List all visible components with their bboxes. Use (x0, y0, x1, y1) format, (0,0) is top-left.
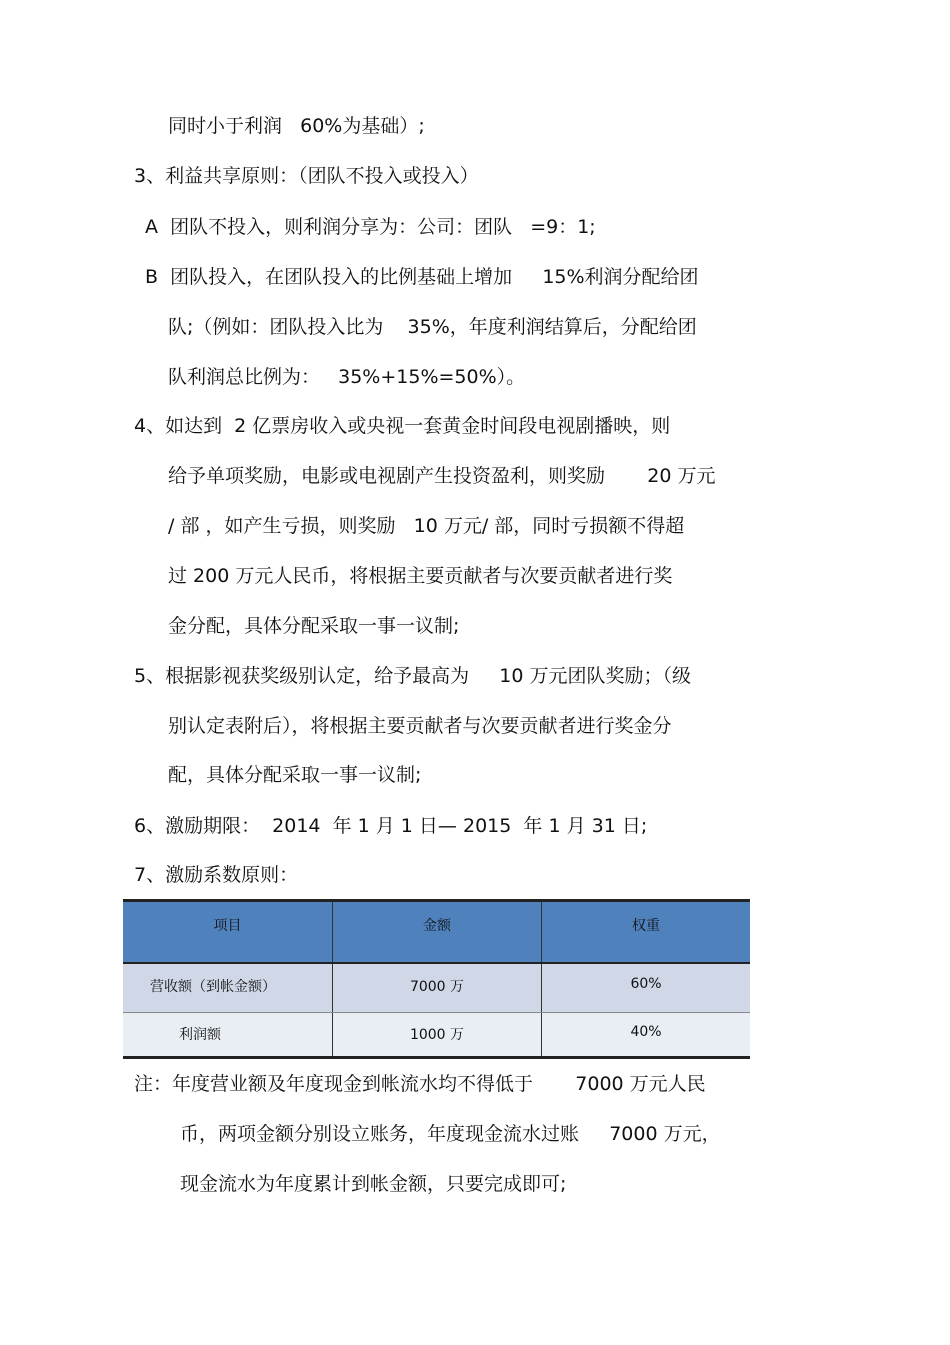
incentive-coefficient-table (123, 899, 750, 1059)
text-line-12: 5、根据影视获奖级别认定，给予最高为 10 万元团队奖励；（级 (134, 665, 692, 687)
text-line-4: B 团队投入，在团队投入的比例基础上增加 15%利润分配给团 (145, 266, 699, 288)
table-cell: 7000 万 (333, 964, 542, 1012)
text-line-8: 给予单项奖励，电影或电视剧产生投资盈利，则奖励 20 万元 (168, 465, 716, 487)
text-line-5: 队;（例如：团队投入比为 35%，年度利润结算后，分配给团 (168, 316, 697, 338)
note-line-2: 币，两项金额分别设立账务，年度现金流水过账 7000 万元， (180, 1123, 721, 1145)
text-line-14: 配，具体分配采取一事一议制; (168, 764, 422, 786)
text-line-11: 金分配，具体分配采取一事一议制; (168, 615, 460, 637)
table-header-cell: 金额 (333, 902, 542, 962)
table-cell: 1000 万 (333, 1013, 542, 1056)
text-line-3: A 团队不投入，则利润分享为：公司：团队 =9：1; (145, 216, 596, 238)
table-header-cell: 项目 (123, 902, 333, 962)
table-cell: 营收额（到帐金额） (123, 964, 333, 1012)
text-line-2: 3、利益共享原则：（团队不投入或投入） (134, 165, 479, 187)
table-row (123, 1013, 750, 1056)
table-cell: 60% (630, 976, 662, 992)
text-line-10: 过 200 万元人民币，将根据主要贡献者与次要贡献者进行奖 (168, 565, 673, 587)
text-line-6: 队利润总比例为： 35%+15%=50%）。 (168, 366, 526, 388)
text-line-1: 同时小于利润 60%为基础）; (168, 115, 425, 137)
note-line-3: 现金流水为年度累计到帐金额，只要完成即可; (180, 1173, 567, 1195)
text-line-15: 6、激励期限： 2014 年 1 月 1 日— 2015 年 1 月 31 日; (134, 815, 648, 837)
table-header-cell: 权重 (632, 918, 660, 934)
table-cell: 利润额 (123, 1013, 333, 1056)
note-line-1: 注：年度营业额及年度现金到帐流水均不得低于 7000 万元人民 (134, 1073, 706, 1095)
table-cell: 40% (630, 1024, 662, 1040)
table-header-row (123, 902, 750, 964)
text-line-16: 7、激励系数原则： (134, 864, 299, 886)
table-row (123, 964, 750, 1013)
text-line-7: 4、如达到 2 亿票房收入或央视一套黄金时间段电视剧播映，则 (134, 415, 671, 437)
text-line-9: / 部 ，如产生亏损，则奖励 10 万元/ 部，同时亏损额不得超 (168, 515, 685, 537)
text-line-13: 别认定表附后），将根据主要贡献者与次要贡献者进行奖金分 (168, 715, 672, 737)
